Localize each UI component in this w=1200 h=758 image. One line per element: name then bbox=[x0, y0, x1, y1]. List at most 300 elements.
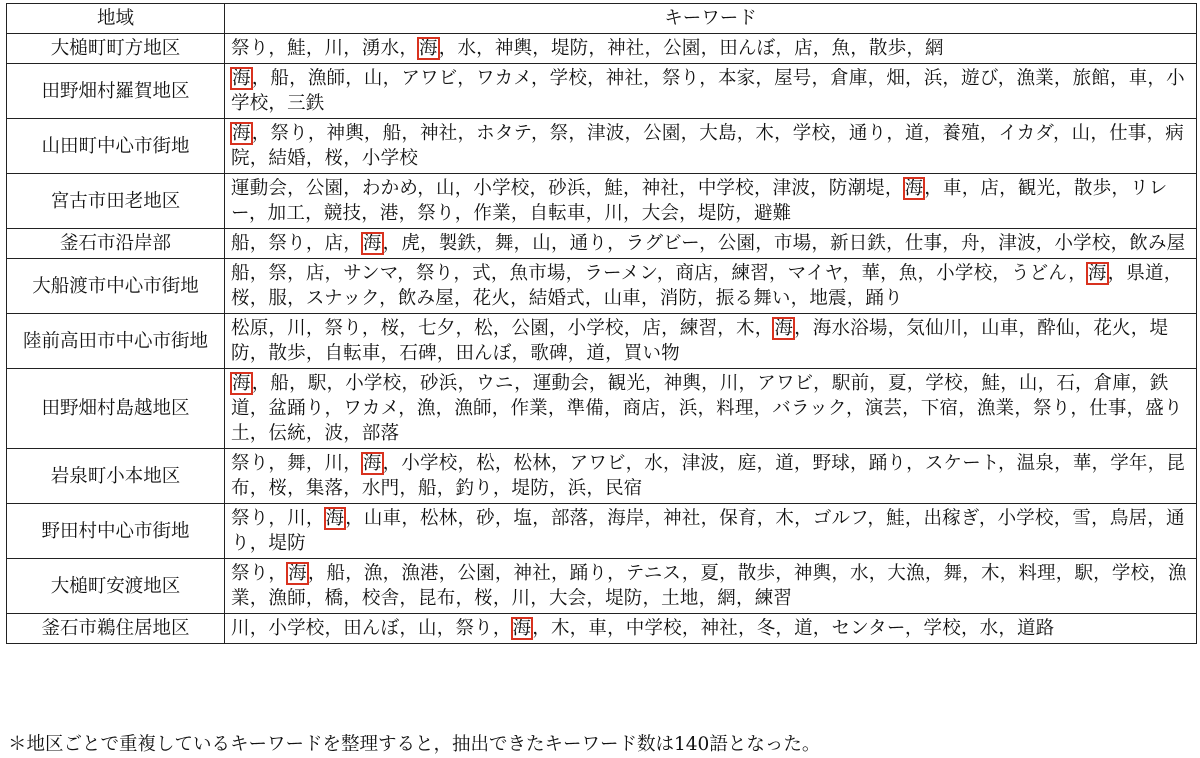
keyword: 散歩 bbox=[737, 563, 776, 584]
keyword: 石碑 bbox=[399, 343, 437, 364]
keyword-separator: ， bbox=[906, 373, 926, 394]
keyword-separator: ， bbox=[942, 68, 962, 89]
region-cell: 山田町中心市街地 bbox=[7, 119, 225, 174]
keyword-separator: ， bbox=[401, 508, 421, 529]
keyword: 観光 bbox=[1017, 178, 1056, 199]
keyword: 買い物 bbox=[623, 343, 680, 364]
keyword-separator: ， bbox=[793, 453, 813, 474]
keyword-separator: ， bbox=[924, 563, 944, 584]
keyword: 小学校 bbox=[473, 178, 530, 199]
keyword: ワカメ bbox=[343, 398, 399, 419]
highlighted-keyword: 海 bbox=[512, 618, 532, 639]
keyword-separator: ， bbox=[249, 423, 269, 444]
keyword-separator: ， bbox=[644, 508, 664, 529]
keyword: 田んぼ bbox=[343, 618, 400, 639]
keyword: 道 bbox=[905, 123, 924, 144]
keyword: 公園 bbox=[663, 38, 701, 59]
keyword-separator: ， bbox=[436, 478, 456, 499]
keyword: 花火 bbox=[1093, 318, 1131, 339]
keyword-separator: ， bbox=[343, 38, 362, 59]
keyword-separator: ， bbox=[529, 178, 549, 199]
keyword: 学年 bbox=[1110, 453, 1148, 474]
keyword-separator: ， bbox=[904, 508, 924, 529]
keyword: 気仙川 bbox=[906, 318, 963, 339]
highlighted-keyword: 海 bbox=[904, 178, 924, 199]
keyword-separator: ， bbox=[435, 398, 455, 419]
keyword: 水 bbox=[457, 38, 477, 59]
keyword-separator: ， bbox=[605, 343, 624, 364]
keyword-separator: ， bbox=[735, 203, 754, 224]
keyword-separator: ， bbox=[249, 478, 269, 499]
keyword-separator: ， bbox=[1000, 373, 1019, 394]
keyword: 山 bbox=[418, 618, 437, 639]
keyword-separator: ， bbox=[607, 563, 626, 584]
keyword: 式 bbox=[472, 263, 491, 284]
keyword: 神社 bbox=[700, 618, 738, 639]
keyword-separator: ， bbox=[251, 373, 271, 394]
keyword-separator: ， bbox=[343, 178, 362, 199]
keyword-separator: ， bbox=[1110, 233, 1130, 254]
keyword: 漁業 bbox=[231, 563, 1187, 609]
keyword: 木 bbox=[755, 123, 775, 144]
keyword: 砂 bbox=[476, 508, 495, 529]
keyword: 漁 bbox=[416, 398, 436, 419]
keyword-separator: ， bbox=[1054, 453, 1073, 474]
keywords-cell bbox=[225, 614, 1197, 644]
keyword-separator: ， bbox=[962, 563, 981, 584]
keyword-separator: ， bbox=[382, 68, 402, 89]
keyword-separator: ， bbox=[1070, 398, 1090, 419]
keyword-separator: ， bbox=[1091, 508, 1110, 529]
keyword-separator: ， bbox=[1075, 373, 1094, 394]
keyword: 祭り bbox=[324, 318, 362, 339]
keyword-separator: ， bbox=[361, 318, 381, 339]
keyword: 新日鉄 bbox=[830, 233, 887, 254]
keyword: 練習 bbox=[679, 318, 718, 339]
keyword-separator: ， bbox=[679, 203, 698, 224]
keyword: 船 bbox=[231, 263, 250, 284]
keyword: 木 bbox=[735, 318, 755, 339]
keyword: 川 bbox=[604, 203, 624, 224]
keyword: 木 bbox=[980, 563, 1000, 584]
keyword-separator: ， bbox=[324, 398, 344, 419]
keyword-separator: ， bbox=[455, 588, 475, 609]
keyword: 水門 bbox=[361, 478, 400, 499]
keyword-separator: ， bbox=[962, 373, 982, 394]
keyword-separator: ， bbox=[249, 148, 269, 169]
keyword: 大会 bbox=[548, 588, 587, 609]
keyword: 祭り bbox=[417, 203, 455, 224]
keyword-separator: ， bbox=[417, 178, 436, 199]
keyword: 塩 bbox=[513, 508, 533, 529]
keyword: 駅 bbox=[307, 373, 327, 394]
keyword: 船 bbox=[326, 563, 346, 584]
region-cell: 大船渡市中心市街地 bbox=[7, 259, 225, 314]
keyword-separator: ， bbox=[457, 453, 477, 474]
keyword-separator: ， bbox=[623, 318, 643, 339]
keyword: アワビ bbox=[757, 373, 814, 394]
keyword-separator: ， bbox=[775, 38, 795, 59]
keyword: 船 bbox=[418, 478, 437, 499]
keyword-separator: ， bbox=[904, 618, 924, 639]
keyword-separator: ， bbox=[811, 233, 831, 254]
keyword: 伝統 bbox=[268, 423, 306, 444]
keyword-separator: ， bbox=[249, 343, 269, 364]
keyword-separator: ， bbox=[547, 398, 567, 419]
keyword: 神社 bbox=[641, 178, 680, 199]
keyword: 田んぼ bbox=[455, 343, 512, 364]
keyword: 部落 bbox=[361, 423, 400, 444]
keyword-separator: ， bbox=[719, 453, 738, 474]
keyword: わかめ bbox=[361, 178, 418, 199]
keyword-separator: ， bbox=[588, 373, 608, 394]
keyword-separator: ， bbox=[999, 178, 1018, 199]
keyword: 公園 bbox=[305, 178, 344, 199]
keyword-separator: ， bbox=[586, 478, 606, 499]
keyword-separator: ， bbox=[343, 453, 362, 474]
keyword: 中学校 bbox=[697, 178, 754, 199]
table-row bbox=[7, 369, 1197, 449]
region-cell: 野田村中心市街地 bbox=[7, 504, 225, 559]
keyword-separator: ， bbox=[812, 618, 832, 639]
keyword-separator: ， bbox=[511, 343, 531, 364]
keyword: 仕事 bbox=[1109, 123, 1147, 144]
keyword-separator: ， bbox=[1163, 263, 1183, 284]
keyword-separator: ， bbox=[345, 508, 364, 529]
keyword: ラーメン bbox=[584, 263, 657, 284]
keyword: 野球 bbox=[812, 453, 851, 474]
keyword-separator: ， bbox=[305, 588, 325, 609]
keyword: 踊り bbox=[569, 563, 608, 584]
keyword: 店 bbox=[324, 233, 344, 254]
keyword-separator: ， bbox=[997, 453, 1017, 474]
keyword-separator: ， bbox=[287, 288, 306, 309]
keyword: センター bbox=[831, 618, 905, 639]
keyword: 料理 bbox=[716, 398, 754, 419]
keyword: 松原 bbox=[231, 318, 269, 339]
keyword: 鮭 bbox=[886, 508, 905, 529]
keyword: 七夕 bbox=[418, 318, 456, 339]
region-cell: 宮古市田老地区 bbox=[7, 174, 225, 229]
keyword: 木 bbox=[550, 618, 570, 639]
keyword: 港 bbox=[379, 203, 399, 224]
keyword: 民宿 bbox=[605, 478, 643, 499]
keyword: 祭り bbox=[231, 38, 269, 59]
keyword-separator: ， bbox=[438, 563, 458, 584]
keyword: 砂浜 bbox=[420, 373, 458, 394]
keyword-separator: ， bbox=[680, 123, 700, 144]
keyword: アワビ bbox=[569, 453, 626, 474]
table-row bbox=[7, 449, 1197, 504]
keyword-separator: ， bbox=[813, 373, 832, 394]
keyword: 道路 bbox=[1017, 618, 1055, 639]
keyword: 山車 bbox=[363, 508, 402, 529]
keyword: 公園 bbox=[457, 563, 495, 584]
keyword: 漁港 bbox=[401, 563, 439, 584]
keyword-separator: ， bbox=[453, 263, 473, 284]
keyword: 服 bbox=[268, 288, 288, 309]
keyword-separator: ， bbox=[842, 263, 862, 284]
keyword: 養殖 bbox=[942, 123, 980, 144]
keyword: 作業 bbox=[473, 203, 511, 224]
keyword-separator: ， bbox=[645, 373, 664, 394]
keyword: 散歩 bbox=[268, 343, 306, 364]
keyword-separator: ， bbox=[697, 288, 716, 309]
keyword-separator: ， bbox=[532, 508, 551, 529]
keyword-separator: ， bbox=[530, 123, 550, 144]
keyword-separator: ， bbox=[924, 178, 943, 199]
keyword-separator: ， bbox=[700, 508, 720, 529]
keyword-separator: ， bbox=[379, 288, 398, 309]
keyword: 飲み屋 bbox=[397, 288, 454, 309]
keyword: 釣り bbox=[455, 478, 493, 499]
keyword-separator: ， bbox=[399, 38, 419, 59]
keyword: 祭り bbox=[231, 453, 269, 474]
keyword: 神輿 bbox=[663, 373, 702, 394]
keyword-separator: ， bbox=[548, 318, 568, 339]
keyword-separator: ， bbox=[679, 178, 698, 199]
keyword-separator: ， bbox=[643, 68, 662, 89]
keyword-separator: ， bbox=[401, 123, 421, 144]
keyword: 船 bbox=[382, 123, 402, 144]
keyword-separator: ， bbox=[942, 233, 961, 254]
keyword-separator: ， bbox=[755, 233, 774, 254]
keyword-separator: ， bbox=[305, 148, 325, 169]
keyword: 山 bbox=[363, 68, 383, 89]
keyword: 川 bbox=[324, 38, 344, 59]
keyword: 練習 bbox=[731, 263, 769, 284]
keyword-separator: ， bbox=[401, 373, 421, 394]
keyword-separator: ， bbox=[962, 318, 982, 339]
keyword-separator: ， bbox=[305, 423, 325, 444]
keyword-separator: ， bbox=[513, 233, 533, 254]
keyword: サンマ bbox=[343, 263, 398, 284]
keyword: 船 bbox=[231, 233, 250, 254]
keyword: 堤防 bbox=[550, 38, 589, 59]
table-row bbox=[7, 504, 1197, 559]
keyword: 華 bbox=[1072, 453, 1092, 474]
keyword: 祭り bbox=[455, 618, 493, 639]
keyword: 校舎 bbox=[361, 588, 400, 609]
keyword: 店 bbox=[980, 178, 1000, 199]
keyword-separator: ， bbox=[436, 343, 456, 364]
keyword: 車 bbox=[1128, 68, 1148, 89]
keyword: 商店 bbox=[622, 398, 661, 419]
keyword-separator: ， bbox=[701, 373, 720, 394]
keyword-separator: ， bbox=[510, 288, 529, 309]
keyword-separator: ， bbox=[917, 263, 937, 284]
keyword-separator: ， bbox=[530, 68, 550, 89]
keyword: 水 bbox=[850, 563, 869, 584]
keyword: 観光 bbox=[607, 373, 646, 394]
keyword: 三鉄 bbox=[287, 93, 325, 114]
keyword: 倉庫 bbox=[1093, 373, 1132, 394]
keyword: 砂浜 bbox=[548, 178, 586, 199]
keyword-separator: ， bbox=[491, 398, 511, 419]
keyword-table bbox=[6, 3, 1197, 644]
keyword-separator: ， bbox=[305, 508, 325, 529]
keyword: 大会 bbox=[641, 203, 680, 224]
keyword-separator: ， bbox=[457, 508, 477, 529]
highlighted-keyword: 海 bbox=[419, 38, 438, 59]
keyword-separator: ， bbox=[867, 508, 887, 529]
keyword: 車 bbox=[942, 178, 962, 199]
keyword-separator: ， bbox=[1014, 398, 1034, 419]
keyword: 集落 bbox=[305, 478, 344, 499]
keyword: 駅前 bbox=[831, 373, 870, 394]
keyword: 鮭 bbox=[981, 373, 1001, 394]
keyword-separator: ， bbox=[588, 508, 608, 529]
keyword: 公園 bbox=[717, 233, 756, 254]
keyword: 散歩 bbox=[1073, 178, 1112, 199]
keyword: 華 bbox=[861, 263, 881, 284]
keyword: 加工 bbox=[267, 203, 306, 224]
keyword: 鮭 bbox=[287, 38, 306, 59]
keyword: 小学校 bbox=[936, 263, 993, 284]
keyword-separator: ， bbox=[249, 618, 269, 639]
keyword-separator: ， bbox=[361, 203, 380, 224]
keyword: 通り bbox=[231, 508, 1185, 554]
keyword: 昆布 bbox=[418, 588, 456, 609]
keyword-separator: ， bbox=[906, 38, 926, 59]
keyword: マイヤ bbox=[787, 263, 843, 284]
keyword: 屋号 bbox=[774, 68, 812, 89]
keyword: 練習 bbox=[754, 588, 793, 609]
keyword: 病院 bbox=[231, 123, 1184, 169]
keyword: 祭り bbox=[268, 233, 306, 254]
keyword-separator: ， bbox=[603, 398, 623, 419]
highlighted-keyword: 海 bbox=[774, 318, 794, 339]
keyword: 神輿 bbox=[494, 38, 533, 59]
table-row bbox=[7, 614, 1197, 644]
keyword: 祭り bbox=[231, 508, 269, 529]
keyword: 山車 bbox=[981, 318, 1019, 339]
keyword-separator: ， bbox=[550, 563, 570, 584]
keyword: 準備 bbox=[566, 398, 604, 419]
keyword-separator: ， bbox=[399, 478, 419, 499]
keyword-separator: ， bbox=[1111, 178, 1131, 199]
keyword-separator: ， bbox=[887, 318, 907, 339]
keyword: 松 bbox=[474, 318, 493, 339]
keyword-separator: ， bbox=[492, 588, 512, 609]
keyword-separator: ， bbox=[623, 203, 642, 224]
keyword-separator: ， bbox=[476, 38, 495, 59]
keyword: 夏 bbox=[700, 563, 720, 584]
keyword: 堤防 bbox=[605, 588, 643, 609]
keyword: 津波 bbox=[681, 453, 720, 474]
keyword: 大島 bbox=[699, 123, 737, 144]
keyword: 散歩 bbox=[868, 38, 907, 59]
keyword-separator: ， bbox=[756, 508, 776, 529]
keyword: 自転車 bbox=[324, 343, 381, 364]
keyword: 神社 bbox=[663, 508, 701, 529]
keyword: 花火 bbox=[472, 288, 511, 309]
keyword-separator: ， bbox=[697, 398, 717, 419]
region-cell: 大槌町町方地区 bbox=[7, 34, 225, 64]
keyword-separator: ， bbox=[382, 233, 402, 254]
keyword-separator: ， bbox=[1090, 123, 1110, 144]
keyword-separator: ， bbox=[324, 618, 344, 639]
table-body bbox=[7, 34, 1197, 644]
keywords-cell bbox=[225, 259, 1197, 314]
keyword: 祭 bbox=[268, 263, 288, 284]
table-row bbox=[7, 259, 1197, 314]
keyword: 学校 bbox=[792, 123, 831, 144]
keyword-separator: ， bbox=[398, 203, 418, 224]
region-cell: 岩泉町小本地区 bbox=[7, 449, 225, 504]
keyword-separator: ， bbox=[735, 588, 755, 609]
keyword: 波 bbox=[324, 423, 344, 444]
keyword-separator: ， bbox=[587, 68, 606, 89]
keyword-separator: ， bbox=[268, 38, 288, 59]
keyword-separator: ， bbox=[248, 203, 268, 224]
keyword-separator: ， bbox=[736, 123, 756, 144]
keyword: 仕事 bbox=[1089, 398, 1127, 419]
table-row bbox=[7, 34, 1197, 64]
keyword-separator: ， bbox=[717, 318, 736, 339]
keyword: 盆踊り bbox=[268, 398, 325, 419]
keyword: 小学校 bbox=[268, 618, 325, 639]
keyword: 小学校 bbox=[401, 453, 458, 474]
keyword-separator: ， bbox=[457, 68, 476, 89]
keyword: 山 bbox=[1071, 123, 1091, 144]
keyword: 川 bbox=[324, 453, 344, 474]
keyword: 運動会 bbox=[532, 373, 589, 394]
keyword: 山車 bbox=[603, 288, 641, 309]
keyword-separator: ， bbox=[251, 68, 271, 89]
keyword: 小学校 bbox=[1054, 233, 1111, 254]
keyword: 店 bbox=[642, 318, 662, 339]
keyword: 漁師 bbox=[307, 68, 346, 89]
keyword: 小学校 bbox=[345, 373, 402, 394]
keyword-separator: ， bbox=[1068, 263, 1087, 284]
keyword-separator: ， bbox=[345, 563, 364, 584]
keyword: 山 bbox=[436, 178, 455, 199]
keyword-separator: ， bbox=[550, 453, 570, 474]
keyword-separator: ， bbox=[998, 618, 1018, 639]
keyword: 漁業 bbox=[1016, 68, 1054, 89]
keyword-separator: ， bbox=[305, 343, 325, 364]
keyword: 旅館 bbox=[1072, 68, 1111, 89]
keyword-separator: ， bbox=[453, 288, 473, 309]
highlighted-keyword: 海 bbox=[362, 233, 382, 254]
keyword: 堤防 bbox=[231, 318, 1169, 364]
keyword: 学校 bbox=[923, 618, 961, 639]
keyword-separator: ， bbox=[343, 148, 362, 169]
keyword-separator: ， bbox=[398, 398, 417, 419]
highlighted-keyword: 海 bbox=[232, 123, 251, 144]
keyword-separator: ， bbox=[345, 68, 364, 89]
keyword-separator: ， bbox=[999, 563, 1019, 584]
keyword-separator: ， bbox=[494, 563, 514, 584]
keyword-separator: ， bbox=[494, 508, 514, 529]
region-cell: 大槌町安渡地区 bbox=[7, 559, 225, 614]
keyword-separator: ， bbox=[268, 453, 288, 474]
keyword-separator: ， bbox=[586, 588, 606, 609]
keyword: 川 bbox=[511, 588, 531, 609]
keyword: リレー bbox=[231, 178, 1168, 224]
keyword-separator: ， bbox=[287, 178, 306, 199]
keyword: 夏 bbox=[887, 373, 907, 394]
keyword: 冬 bbox=[756, 618, 776, 639]
keyword: 堤防 bbox=[268, 533, 306, 554]
keyword: 橋 bbox=[324, 588, 344, 609]
keyword-separator: ， bbox=[1131, 373, 1150, 394]
keyword: 舟 bbox=[960, 233, 980, 254]
keyword: 道 bbox=[586, 343, 606, 364]
keyword-separator: ， bbox=[698, 588, 718, 609]
keyword: 製鉄 bbox=[438, 233, 477, 254]
